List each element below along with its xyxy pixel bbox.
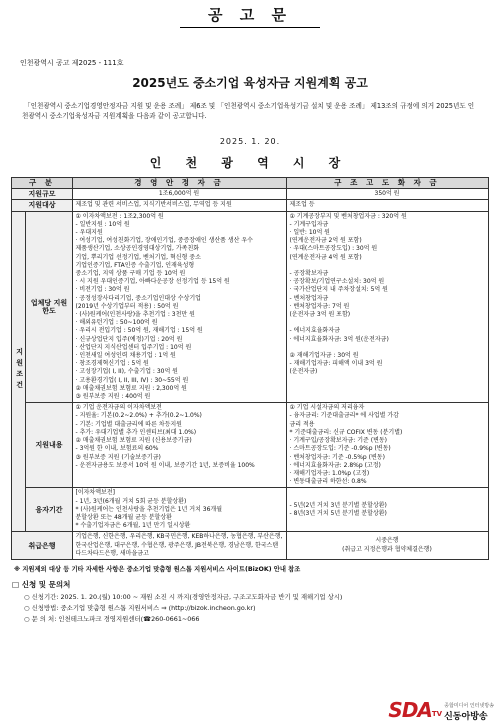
list-item: - 추가: 우대기업별 추가 인센티브(최대 1.0%) bbox=[75, 428, 197, 436]
term-restructuring bbox=[286, 488, 488, 532]
list-item: - 지원율: 기본(0.2~2.0%) + 추가(0.2~1.0%) bbox=[75, 412, 202, 420]
list-item: · 인천새일 여성인력 채용기업 : 1억 원 bbox=[75, 352, 176, 360]
list-item: * 수출기업자금은 6개월, 1년 만기 일시상환 bbox=[75, 522, 191, 530]
intro-paragraph: 「인천광역시 중소기업경영안정자금 지원 및 운용 조례」 제6조 및 「인천광역시 중소기업육성기금 설치 및 운용 조례」 제13조의 규정에 의거 2025년도 인천광역시 중소기업육성자금 지원계획을 다음과 같이 공고합니다. bbox=[22, 102, 475, 120]
row-label-term: 융자기간 bbox=[26, 488, 72, 532]
bank-stability: 기업은행, 신한은행, 우리은행, KB국민은행, KEB하나은행, 농협은행, 부산은행, 한국산업은행, 대구은행, 수협은행, 광주은행, JB전북은행, 경남은행, 한국스탠다드차타드은행, 새마을금고 bbox=[72, 532, 286, 560]
list-item: ① 이자차액보전 : 1조2,300억 원 bbox=[75, 212, 164, 220]
list-item: - 5년(2년 거치 3년 분기별 분할상환) bbox=[289, 501, 387, 509]
list-item: · 스마트공장도입: 기준 -0.9%p (변동) bbox=[289, 445, 391, 453]
list-item: * 기준대출금리: 신규 COFIX 변동 (분기별) bbox=[289, 428, 403, 436]
list-item: 제품생산기업, 소상공인경영대상기업, 가족친화 bbox=[75, 245, 200, 253]
list-item: - 재해기업자금: 피해액 이내 3억 원 bbox=[289, 360, 383, 368]
list-item: 중소기업, 지역 상품 구매 기업 등 10억 원 bbox=[75, 270, 186, 278]
list-item: · 시 지원 우대인증기업, 아빠다운공장 선정기업 등 15억 원 bbox=[75, 278, 230, 286]
footnote: ※ 지원제외 대상 등 기타 자세한 사항은 중소기업 맞춤형 원스톱 지원서비스 사이트(BizOK) 안내 참조 bbox=[14, 565, 301, 573]
main-title: 2025년도 중소기업 육성자금 지원계획 공고 bbox=[132, 76, 368, 90]
list-item: · 산업단지 지식산업센터 입주기업 : 10억 원 bbox=[75, 343, 192, 351]
list-item: · 국가산업단지 내 주차장설치: 5억 원 bbox=[289, 286, 388, 294]
list-item: - 1년, 3년(6개월 거치 5회 균등 분할상환) bbox=[75, 497, 187, 505]
row-label-target: 지원대상 bbox=[12, 200, 72, 211]
list-item: ③ 원부보증 지원 : 400억 원 bbox=[75, 393, 151, 401]
list-item bbox=[290, 344, 485, 352]
list-item: ① 기업 운전자금의 이자차액보전 bbox=[75, 404, 162, 412]
list-item: - 기본: 기업별 대출금리에 따른 차등지원 bbox=[75, 420, 182, 428]
logo-text bbox=[444, 702, 494, 722]
notice-date: 2025. 1. 20. bbox=[219, 137, 281, 146]
list-item: · 재해기업자금: 1.0%p (고정) bbox=[289, 469, 370, 477]
notice-number: 인천광역시 공고 제2025 - 111호 bbox=[20, 59, 124, 67]
issuing-organization: 인 천 광 역 시 장 bbox=[149, 156, 351, 170]
list-item: · 비전기업 : 30억 원 bbox=[75, 286, 130, 294]
list-item: [이자차액보전] bbox=[75, 489, 115, 497]
list-item: · 일반: 10억 원 bbox=[289, 229, 330, 237]
apply-section-title: □ 신청 및 문의처 bbox=[12, 579, 71, 589]
list-item: (운전자금 3억 원 포함) bbox=[289, 311, 351, 319]
list-item: · 여성기업, 여성친화기업, 장애인기업, 중증장애인 생산품 생산 우수 bbox=[75, 237, 253, 245]
logo-mark: SDA bbox=[388, 698, 432, 722]
list-item: · 에너지효율화자금: 2.8%p (고정) bbox=[289, 461, 381, 469]
list-item: · 공장확보/기업연구소설치: 30억 원 bbox=[289, 278, 385, 286]
scale-stability: 1조6,000억 원 bbox=[72, 189, 286, 200]
list-item: ① 기계공장부지 및 벤처창업자금 : 320억 원 bbox=[289, 212, 407, 220]
list-item: 기업인증기업, FTA인증 수출기업, 인재육성형 bbox=[75, 261, 195, 269]
list-item: · 기계구입/공장확보자금: 기준 (변동) bbox=[289, 437, 387, 445]
list-item: - 에너지효율화자금 bbox=[289, 327, 340, 335]
support-table bbox=[11, 177, 488, 560]
list-item: ② 재해기업자금 : 30억 원 bbox=[289, 352, 359, 360]
list-item: (연계운전자금 4억 원 포함) bbox=[289, 253, 362, 261]
row-label-content: 지원내용 bbox=[26, 403, 72, 488]
list-item: · 변동대출금리 하한선: 0.8% bbox=[289, 478, 367, 486]
list-item: ② 매출채권보험 보험료 지원 : 2,300억 원 bbox=[75, 384, 187, 392]
logo-tagline: 종합미디어 인터넷방송 bbox=[444, 703, 494, 709]
term-stability bbox=[72, 488, 286, 532]
list-item: · 공정성장사다리기업, 중소기업인대상 수상기업 bbox=[75, 294, 201, 302]
scale-restructuring: 350억 원 bbox=[286, 189, 488, 200]
list-item: * (사)원케어는 인천사랑을 추천기업은 1년 거치 36개월 bbox=[75, 505, 222, 513]
row-label-scale: 지원규모 bbox=[12, 189, 72, 200]
list-item: - 공장확보자금 bbox=[289, 270, 329, 278]
list-item: - 벤처창업자금 bbox=[289, 294, 329, 302]
list-item: · 해외유턴기업 : 50~100억 원 bbox=[75, 319, 158, 327]
list-item: · 우대(스마트공장도입) : 30억 원 bbox=[289, 245, 378, 253]
list-item: ③ 원부보증 지원 (기술보증기금) bbox=[75, 453, 161, 461]
list-item: 금리 적용 bbox=[289, 420, 315, 428]
list-item: 분할상환 또는 48개월 균등 분할상환 bbox=[75, 513, 172, 521]
limit-stability bbox=[72, 211, 286, 403]
list-item: (운전자금) bbox=[289, 368, 318, 376]
list-item: · (사)원케어(인천사랑)을 추천기업 : 3천만 원 bbox=[75, 311, 195, 319]
bank-restructuring: 시중은행 (취급고 지정은행과 협약체결은행) bbox=[286, 532, 488, 560]
apply-section bbox=[24, 592, 500, 625]
list-item: (2019년 수상기업부터 적용) : 50억 원 bbox=[75, 302, 179, 310]
row-label-bank: 취급은행 bbox=[12, 532, 72, 560]
col-header-category: 구 분 bbox=[12, 178, 72, 189]
list-item: ① 기업 시설자금의 저리융자 bbox=[289, 404, 365, 412]
list-item bbox=[290, 262, 485, 270]
title-underline bbox=[180, 27, 320, 28]
list-item: - 융자금리: 기준대출금리* 에 사업별 가감 bbox=[289, 412, 399, 420]
list-item: - 3억원 한 이내, 보험료의 60% bbox=[75, 445, 159, 453]
col-header-restructuring-fund: 구 조 고 도 화 자 금 bbox=[286, 178, 488, 189]
broadcaster-logo bbox=[388, 698, 494, 722]
list-item: - 기계구입자금 bbox=[289, 220, 329, 228]
list-item: · 창조경제혁신기업 : 5억 원 bbox=[75, 360, 149, 368]
row-label-limit: 업체당 지원한도 bbox=[26, 211, 72, 403]
list-item: · 에너지효율화자금: 3억 원(운전자금) bbox=[289, 335, 389, 343]
list-item: 기업, 뿌리기업 선정기업, 벤처기업, 혁신형 중소 bbox=[75, 253, 201, 261]
logo-tv: TV bbox=[431, 710, 443, 718]
page-title: 공 고 문 bbox=[208, 6, 292, 24]
row-label-conditions: 지원조건 bbox=[12, 211, 26, 532]
list-item: · 고성장기업( I, II), 수출기업 : 30억 원 bbox=[75, 368, 178, 376]
list-item: - 일반지원 : 10억 원 bbox=[75, 220, 130, 228]
col-header-stability-fund: 경 영 안 정 자 금 bbox=[72, 178, 286, 189]
apply-contact: ○ 문 의 처: 인천테크노파크 경영지원센터(☎260-0661~066 bbox=[24, 614, 200, 623]
apply-period: ○ 신청기간: 2025. 1. 20.(월) 10:00 ~ 재원 소진 시 까지(경영안정자금, 구조고도화자금 반기 및 재해기업 상시) bbox=[24, 592, 343, 601]
content-stability bbox=[72, 403, 286, 488]
apply-method: ○ 신청방법: 중소기업 맞춤형 원스톱 지원서비스 ⇒ (http://bizok.incheon.go.kr) bbox=[24, 603, 256, 612]
list-item: · 우리시 전입기업 : 50억 원, 재해기업 : 15억 원 bbox=[75, 327, 203, 335]
list-item: ② 매출채권보험 보험료 지원 (신용보증기금) bbox=[75, 437, 192, 445]
limit-restructuring bbox=[286, 211, 488, 403]
logo-name: 신동아방송 bbox=[444, 712, 488, 722]
list-item: · 고용환경기업( I, II, III, IV) : 30~55억 원 bbox=[75, 376, 189, 384]
list-item: · 신규상업단지 입주(예정)기업 : 20억 원 bbox=[75, 335, 183, 343]
list-item: · 벤처창업자금: 기준 -0.5%p (변동) bbox=[289, 453, 385, 461]
list-item: - 운전자금용도 보증서 10억 원 이내, 보증기간 1년, 보증비율 100% bbox=[75, 461, 255, 469]
target-restructuring: 제조업 등 bbox=[286, 200, 488, 211]
target-stability: 제조업 및 관련 서비스업, 지식기반서비스업, 무역업 등 지원 bbox=[72, 200, 286, 211]
list-item: · 벤처창업자금: 7억 원 bbox=[289, 302, 350, 310]
list-item: - 우대지원 bbox=[75, 229, 103, 237]
list-item: - 8년(3년 거치 5년 분기별 분할상환) bbox=[289, 509, 387, 517]
list-item: (연계운전자금 2억 원 포함) bbox=[289, 237, 362, 245]
content-restructuring bbox=[286, 403, 488, 488]
